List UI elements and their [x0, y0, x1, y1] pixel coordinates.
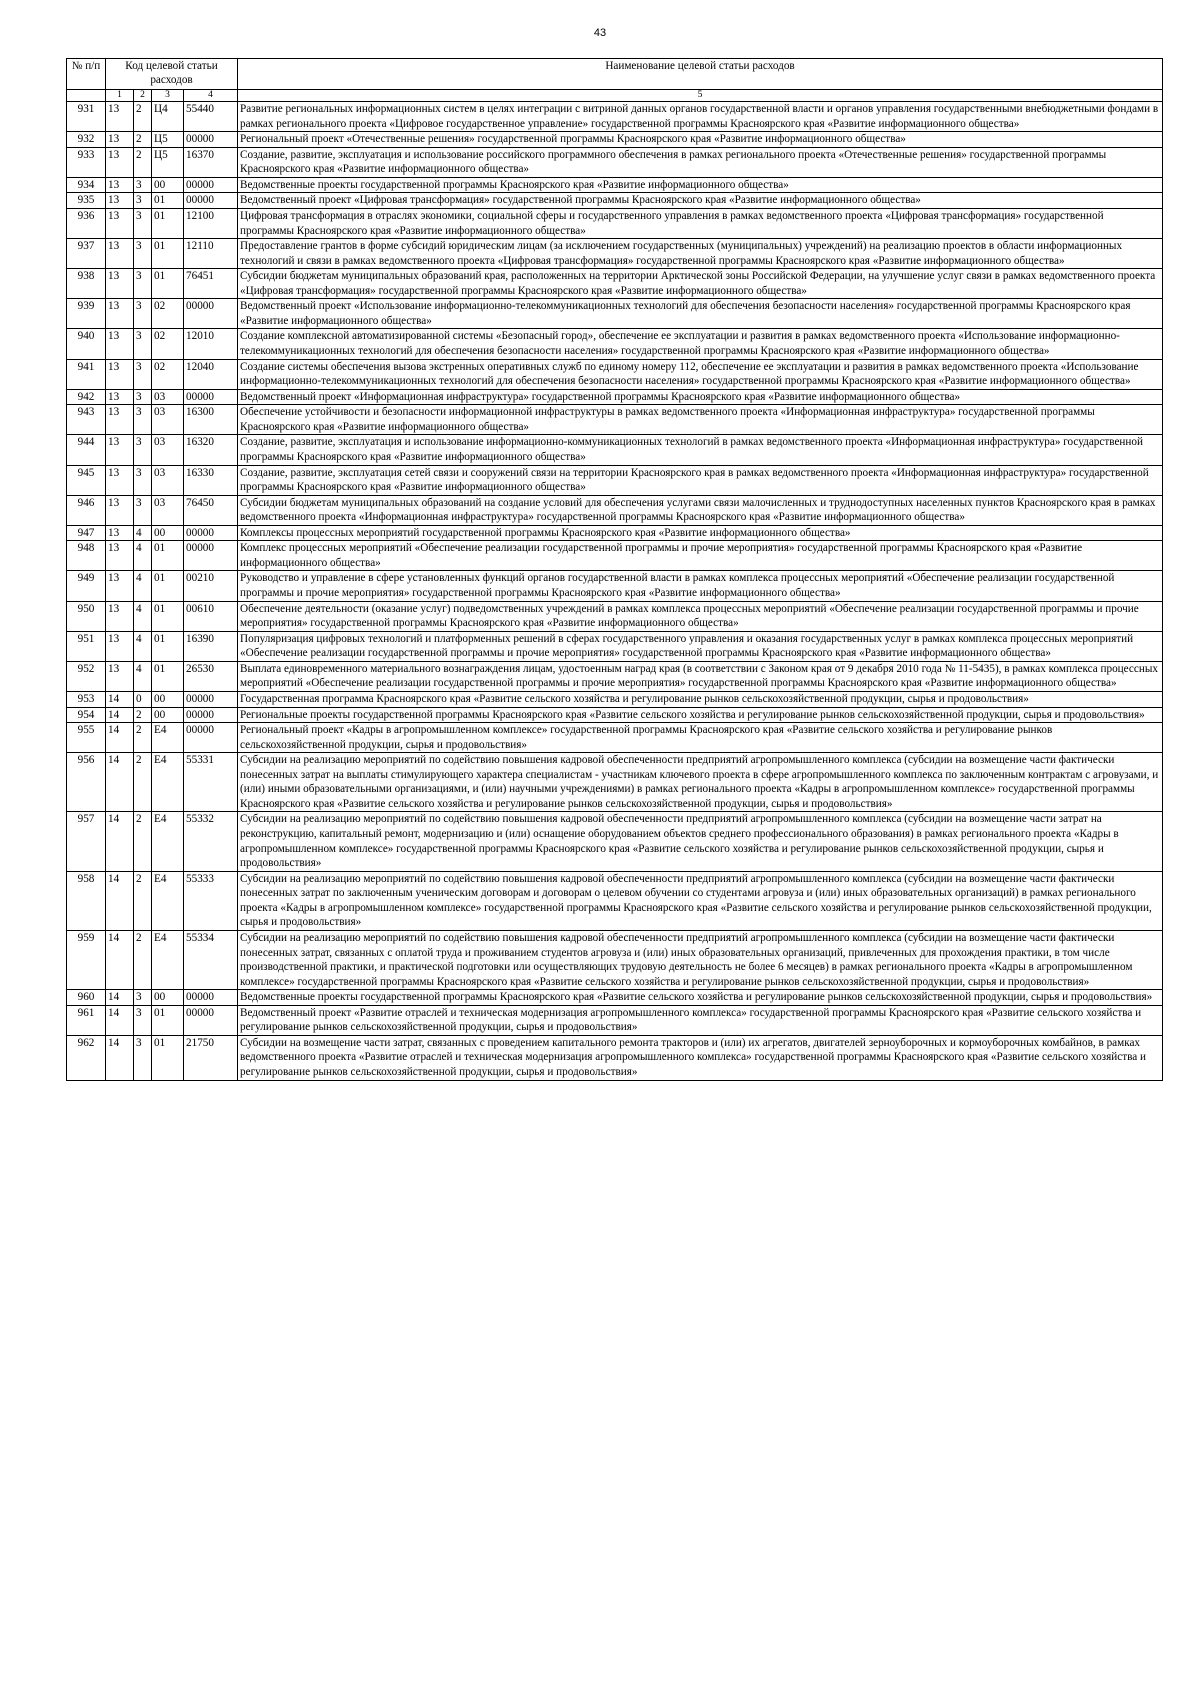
- code-part-3: 01: [152, 661, 184, 691]
- code-part-1: 13: [106, 541, 134, 571]
- code-part-4: 55334: [184, 930, 238, 989]
- row-number: 958: [67, 871, 106, 930]
- code-part-4: 55333: [184, 871, 238, 930]
- row-number: 952: [67, 661, 106, 691]
- table-row: [67, 405, 1163, 435]
- article-name: Выплата единовременного материального вознаграждения лицам, удостоенным наград края (в соответствии с Законом края от 9 декабря 2010 года № 11-5435), в рамках комплекса процессных мероприятий «Обеспечение реализации государственной программы и прочие мероприятия» государственной программы Красноярского края «Развитие информационного общества»: [238, 661, 1163, 691]
- code-part-4: 00000: [184, 389, 238, 405]
- code-part-1: 13: [106, 329, 134, 359]
- row-number: 960: [67, 990, 106, 1006]
- row-number: 932: [67, 132, 106, 148]
- row-number: 935: [67, 193, 106, 209]
- table-row: [67, 753, 1163, 812]
- code-part-4: 00000: [184, 177, 238, 193]
- code-part-3: Е4: [152, 723, 184, 753]
- code-part-2: 3: [134, 329, 152, 359]
- code-part-2: 4: [134, 631, 152, 661]
- code-part-4: 00000: [184, 707, 238, 723]
- row-number: 961: [67, 1005, 106, 1035]
- table-row: [67, 571, 1163, 601]
- table-row: [67, 239, 1163, 269]
- code-part-1: 13: [106, 495, 134, 525]
- code-part-2: 3: [134, 193, 152, 209]
- code-part-3: 01: [152, 571, 184, 601]
- code-part-4: 00000: [184, 525, 238, 541]
- table-row: [67, 871, 1163, 930]
- article-name: Субсидии бюджетам муниципальных образований края, расположенных на территории Арктической зоны Российской Федерации, на улучшение услуг связи в рамках ведомственного проекта «Цифровая трансформация» государственной программы Красноярского края «Развитие информационного общества»: [238, 269, 1163, 299]
- code-part-3: Ц5: [152, 132, 184, 148]
- code-part-3: 01: [152, 631, 184, 661]
- code-part-2: 2: [134, 723, 152, 753]
- code-part-4: 12100: [184, 208, 238, 238]
- row-number: 947: [67, 525, 106, 541]
- table-row: [67, 1005, 1163, 1035]
- code-part-4: 55331: [184, 753, 238, 812]
- code-part-2: 4: [134, 525, 152, 541]
- article-name: Региональный проект «Отечественные решения» государственной программы Красноярского края «Развитие информационного общества»: [238, 132, 1163, 148]
- article-name: Руководство и управление в сфере установленных функций органов государственной власти в рамках комплекса процессных мероприятий «Обеспечение реализации государственной программы и прочие мероприятия» государственной программы Красноярского края «Развитие информационного общества»: [238, 571, 1163, 601]
- code-part-2: 2: [134, 871, 152, 930]
- code-part-2: 2: [134, 753, 152, 812]
- code-part-3: 01: [152, 269, 184, 299]
- article-name: Цифровая трансформация в отраслях экономики, социальной сферы и государственного управления в рамках ведомственного проекта «Цифровая трансформация» государственной программы Красноярского края «Развитие информационного общества»: [238, 208, 1163, 238]
- article-name: Комплексы процессных мероприятий государственной программы Красноярского края «Развитие информационного общества»: [238, 525, 1163, 541]
- row-number: 955: [67, 723, 106, 753]
- table-row: [67, 465, 1163, 495]
- row-number: 933: [67, 147, 106, 177]
- code-part-3: 00: [152, 990, 184, 1006]
- code-part-1: 13: [106, 525, 134, 541]
- code-part-3: Е4: [152, 753, 184, 812]
- row-number: 962: [67, 1035, 106, 1080]
- table-row: [67, 990, 1163, 1006]
- code-part-3: 01: [152, 601, 184, 631]
- code-part-2: 3: [134, 239, 152, 269]
- table-row: [67, 812, 1163, 871]
- code-part-1: 13: [106, 571, 134, 601]
- code-part-3: 02: [152, 299, 184, 329]
- table-row: [67, 132, 1163, 148]
- code-part-2: 4: [134, 571, 152, 601]
- table-row: [67, 631, 1163, 661]
- table-row: [67, 299, 1163, 329]
- code-part-4: 16320: [184, 435, 238, 465]
- article-name: Субсидии на реализацию мероприятий по содействию повышения кадровой обеспеченности предприятий агропромышленного комплекса (субсидии на возмещение части фактически понесенных затрат, связанных с оплатой труда и проживанием студентов агровуза и (или) иных образовательных организаций, привлеченных для прохождения практики, в том числе производственной практики, и практической подготовки или осуществляющих трудовую деятельность не более 6 месяцев) в рамках регионального проекта «Кадры в агропромышленном комплексе» государственной программы Красноярского края «Развитие сельского хозяйства и регулирование рынков сельскохозяйственной продукции, сырья и продовольствия»: [238, 930, 1163, 989]
- article-name: Региональный проект «Кадры в агропромышленном комплексе» государственной программы Красноярского края «Развитие сельского хозяйства и регулирование рынков сельскохозяйственной продукции, сырья и продовольствия»: [238, 723, 1163, 753]
- code-part-4: 00000: [184, 723, 238, 753]
- row-number: 956: [67, 753, 106, 812]
- code-part-1: 14: [106, 723, 134, 753]
- row-number: 954: [67, 707, 106, 723]
- table-row: [67, 707, 1163, 723]
- code-part-3: 02: [152, 359, 184, 389]
- article-name: Создание комплексной автоматизированной системы «Безопасный город», обеспечение ее эксплуатации и развития в рамках ведомственного проекта «Использование информационно-телекоммуникационных технологий для обеспечения безопасности населения» государственной программы Красноярского края «Развитие информационного общества»: [238, 329, 1163, 359]
- table-row: [67, 601, 1163, 631]
- code-part-1: 13: [106, 601, 134, 631]
- code-part-2: 3: [134, 465, 152, 495]
- code-part-1: 13: [106, 239, 134, 269]
- column-number: 5: [238, 90, 1163, 102]
- table-row: [67, 495, 1163, 525]
- row-number: 934: [67, 177, 106, 193]
- article-name: Субсидии на реализацию мероприятий по содействию повышения кадровой обеспеченности предприятий агропромышленного комплекса (субсидии на возмещение части затрат на реконструкцию, капитальный ремонт, модернизацию и (или) оснащение оборудованием объектов среднего профессионального образования) в рамках регионального проекта «Кадры в агропромышленном комплексе» государственной программы Красноярского края «Развитие сельского хозяйства и регулирование рынков сельскохозяйственной продукции, сырья и продовольствия»: [238, 812, 1163, 871]
- article-name: Обеспечение устойчивости и безопасности информационной инфраструктуры в рамках ведомственного проекта «Информационная инфраструктура» государственной программы Красноярского края «Развитие информационного общества»: [238, 405, 1163, 435]
- code-part-1: 13: [106, 465, 134, 495]
- row-number: 943: [67, 405, 106, 435]
- article-name: Создание, развитие, эксплуатация и использование информационно-коммуникационных технологий в рамках ведомственного проекта «Информационная инфраструктура» государственной программы Красноярского края «Развитие информационного общества»: [238, 435, 1163, 465]
- article-name: Субсидии на реализацию мероприятий по содействию повышения кадровой обеспеченности предприятий агропромышленного комплекса (субсидии на возмещение части фактически понесенных затрат на выплаты стимулирующего характера специалистам - участникам ключевого проекта в сфере агропромышленного комплекса по заключенным контрактам с агровузами, и (или) иными образовательными организациями, и (или) научными учреждениями) в рамках регионального проекта «Кадры в агропромышленном комплексе» государственной программы Красноярского края «Развитие сельского хозяйства и регулирование рынков сельскохозяйственной продукции, сырья и продовольствия»: [238, 753, 1163, 812]
- table-row: [67, 525, 1163, 541]
- article-name: Создание, развитие, эксплуатация и использование российского программного обеспечения в рамках регионального проекта «Отечественные решения» государственной программы Красноярского края «Развитие информационного общества»: [238, 147, 1163, 177]
- code-part-2: 3: [134, 299, 152, 329]
- table-row: [67, 329, 1163, 359]
- code-part-3: 01: [152, 239, 184, 269]
- code-part-3: Ц4: [152, 102, 184, 132]
- article-name: Ведомственный проект «Использование информационно-телекоммуникационных технологий для обеспечения безопасности населения» государственной программы Красноярского края «Развитие информационного общества»: [238, 299, 1163, 329]
- row-number: 951: [67, 631, 106, 661]
- table-row: [67, 930, 1163, 989]
- code-part-3: Ц5: [152, 147, 184, 177]
- row-number: 953: [67, 691, 106, 707]
- code-part-3: 03: [152, 495, 184, 525]
- code-part-2: 3: [134, 405, 152, 435]
- code-part-4: 26530: [184, 661, 238, 691]
- row-number: 941: [67, 359, 106, 389]
- row-number: 957: [67, 812, 106, 871]
- table-row: [67, 359, 1163, 389]
- article-name: Ведомственный проект «Цифровая трансформация» государственной программы Красноярского края «Развитие информационного общества»: [238, 193, 1163, 209]
- header-name: Наименование целевой статьи расходов: [238, 59, 1163, 90]
- code-part-2: 0: [134, 691, 152, 707]
- code-part-2: 2: [134, 812, 152, 871]
- article-name: Ведомственные проекты государственной программы Красноярского края «Развитие сельского хозяйства и регулирование рынков сельскохозяйственной продукции, сырья и продовольствия»: [238, 990, 1163, 1006]
- code-part-4: 16300: [184, 405, 238, 435]
- table-header: [67, 59, 1163, 102]
- target-articles-table: [66, 58, 1163, 1081]
- code-part-4: 00000: [184, 1005, 238, 1035]
- article-name: Субсидии бюджетам муниципальных образований на создание условий для обеспечения услугами связи малочисленных и труднодоступных населенных пунктов Красноярского края в рамках ведомственного проекта «Информационная инфраструктура» государственной программы Красноярского края «Развитие информационного общества»: [238, 495, 1163, 525]
- code-part-1: 14: [106, 753, 134, 812]
- article-name: Развитие региональных информационных систем в целях интеграции с витриной данных органов государственной власти и органов управления государственными внебюджетными фондами в рамках регионального проекта «Цифровое государственное управление» государственной программы Красноярского края «Развитие информационного общества»: [238, 102, 1163, 132]
- code-part-1: 14: [106, 707, 134, 723]
- table-row: [67, 208, 1163, 238]
- article-name: Предоставление грантов в форме субсидий юридическим лицам (за исключением государственных (муниципальных) учреждений) на реализацию проектов в области информационных технологий и связи в рамках ведомственного проекта «Цифровая трансформация» государственной программы Красноярского края «Развитие информационного общества»: [238, 239, 1163, 269]
- page-number: 43: [593, 27, 607, 39]
- code-part-1: 13: [106, 208, 134, 238]
- code-part-4: 00000: [184, 132, 238, 148]
- code-part-2: 3: [134, 389, 152, 405]
- code-part-1: 13: [106, 435, 134, 465]
- column-number: 1: [106, 90, 134, 102]
- code-part-3: 00: [152, 177, 184, 193]
- article-name: Ведомственный проект «Информационная инфраструктура» государственной программы Красноярского края «Развитие информационного общества»: [238, 389, 1163, 405]
- code-part-2: 4: [134, 541, 152, 571]
- code-part-1: 13: [106, 177, 134, 193]
- code-part-3: 00: [152, 691, 184, 707]
- code-part-4: 55440: [184, 102, 238, 132]
- article-name: Ведомственный проект «Развитие отраслей и техническая модернизация агропромышленного комплекса» государственной программы Красноярского края «Развитие сельского хозяйства и регулирование рынков сельскохозяйственной продукции, сырья и продовольствия»: [238, 1005, 1163, 1035]
- code-part-4: 16370: [184, 147, 238, 177]
- code-part-4: 16390: [184, 631, 238, 661]
- table-row: [67, 177, 1163, 193]
- table-row: [67, 102, 1163, 132]
- code-part-2: 2: [134, 707, 152, 723]
- code-part-4: 55332: [184, 812, 238, 871]
- column-number: 4: [184, 90, 238, 102]
- code-part-4: 00000: [184, 193, 238, 209]
- code-part-4: 00000: [184, 691, 238, 707]
- row-number: 937: [67, 239, 106, 269]
- code-part-3: 03: [152, 389, 184, 405]
- row-number: 948: [67, 541, 106, 571]
- code-part-1: 14: [106, 930, 134, 989]
- table-row: [67, 269, 1163, 299]
- table-row: [67, 389, 1163, 405]
- column-number: 3: [152, 90, 184, 102]
- code-part-1: 13: [106, 661, 134, 691]
- code-part-2: 4: [134, 661, 152, 691]
- code-part-1: 14: [106, 812, 134, 871]
- code-part-4: 12040: [184, 359, 238, 389]
- code-part-4: 00210: [184, 571, 238, 601]
- code-part-1: 13: [106, 405, 134, 435]
- article-name: Создание, развитие, эксплуатация сетей связи и сооружений связи на территории Красноярского края в рамках ведомственного проекта «Информационная инфраструктура» государственной программы Красноярского края «Развитие информационного общества»: [238, 465, 1163, 495]
- code-part-2: 2: [134, 102, 152, 132]
- article-name: Обеспечение деятельности (оказание услуг) подведомственных учреждений в рамках комплекса процессных мероприятий «Обеспечение реализации государственной программы и прочие мероприятия» государственной программы Красноярского края «Развитие информационного общества»: [238, 601, 1163, 631]
- row-number: 944: [67, 435, 106, 465]
- code-part-1: 14: [106, 1005, 134, 1035]
- code-part-2: 3: [134, 359, 152, 389]
- code-part-2: 3: [134, 1005, 152, 1035]
- code-part-2: 3: [134, 1035, 152, 1080]
- table-row: [67, 541, 1163, 571]
- row-number: 936: [67, 208, 106, 238]
- table-row: [67, 723, 1163, 753]
- code-part-2: 3: [134, 269, 152, 299]
- code-part-4: 12010: [184, 329, 238, 359]
- code-part-4: 12110: [184, 239, 238, 269]
- row-number: 950: [67, 601, 106, 631]
- article-name: Государственная программа Красноярского края «Развитие сельского хозяйства и регулирование рынков сельскохозяйственной продукции, сырья и продовольствия»: [238, 691, 1163, 707]
- code-part-1: 13: [106, 389, 134, 405]
- header-code: Код целевой статьи расходов: [106, 59, 238, 90]
- code-part-1: 13: [106, 299, 134, 329]
- code-part-4: 00610: [184, 601, 238, 631]
- code-part-3: 01: [152, 541, 184, 571]
- table-row: [67, 1035, 1163, 1080]
- code-part-3: 03: [152, 405, 184, 435]
- row-number: 949: [67, 571, 106, 601]
- code-part-4: 16330: [184, 465, 238, 495]
- code-part-2: 3: [134, 435, 152, 465]
- article-name: Региональные проекты государственной программы Красноярского края «Развитие сельского хозяйства и регулирование рынков сельскохозяйственной продукции, сырья и продовольствия»: [238, 707, 1163, 723]
- row-number: 942: [67, 389, 106, 405]
- article-name: Субсидии на возмещение части затрат, связанных с проведением капитального ремонта тракторов и (или) их агрегатов, двигателей зерноуборочных и кормоуборочных комбайнов, в рамках ведомственного проекта «Развитие отраслей и техническая модернизация агропромышленного комплекса» государственной программы Красноярского края «Развитие сельского хозяйства и регулирование рынков сельскохозяйственной продукции, сырья и продовольствия»: [238, 1035, 1163, 1080]
- table-row: [67, 661, 1163, 691]
- code-part-2: 2: [134, 132, 152, 148]
- code-part-3: Е4: [152, 812, 184, 871]
- row-number: 939: [67, 299, 106, 329]
- table-row: [67, 193, 1163, 209]
- code-part-4: 76451: [184, 269, 238, 299]
- code-part-4: 00000: [184, 990, 238, 1006]
- code-part-4: 76450: [184, 495, 238, 525]
- code-part-1: 13: [106, 631, 134, 661]
- code-part-3: Е4: [152, 930, 184, 989]
- code-part-3: 01: [152, 193, 184, 209]
- column-numbers-row: [67, 90, 1163, 102]
- code-part-3: 01: [152, 1005, 184, 1035]
- article-name: Субсидии на реализацию мероприятий по содействию повышения кадровой обеспеченности предприятий агропромышленного комплекса (субсидии на возмещение части фактически понесенных затрат по заключенным ученическим договорам и договорам о целевом обучении со студентами агровуза и (или) иных образовательных организаций) в рамках регионального проекта «Кадры в агропромышленном комплексе» государственной программы Красноярского края «Развитие сельского хозяйства и регулирование рынков сельскохозяйственной продукции, сырья и продовольствия»: [238, 871, 1163, 930]
- code-part-1: 14: [106, 871, 134, 930]
- row-number: 945: [67, 465, 106, 495]
- code-part-4: 21750: [184, 1035, 238, 1080]
- code-part-1: 14: [106, 990, 134, 1006]
- article-name: Популяризация цифровых технологий и платформенных решений в сферах государственного управления и оказания государственных услуг в рамках комплекса процессных мероприятий «Обеспечение реализации государственной программы и прочие мероприятия» государственной программы Красноярского края «Развитие информационного общества»: [238, 631, 1163, 661]
- code-part-2: 3: [134, 990, 152, 1006]
- code-part-3: 00: [152, 707, 184, 723]
- table-body: [67, 102, 1163, 1081]
- row-number: 940: [67, 329, 106, 359]
- table-row: [67, 147, 1163, 177]
- code-part-3: 02: [152, 329, 184, 359]
- code-part-1: 13: [106, 269, 134, 299]
- table-row: [67, 691, 1163, 707]
- row-number: 959: [67, 930, 106, 989]
- code-part-1: 13: [106, 132, 134, 148]
- code-part-2: 4: [134, 601, 152, 631]
- code-part-3: Е4: [152, 871, 184, 930]
- code-part-2: 3: [134, 177, 152, 193]
- article-name: Создание системы обеспечения вызова экстренных оперативных служб по единому номеру 112, обеспечение ее эксплуатации и развития в рамках ведомственного проекта «Использование информационно-телекоммуникационных технологий для обеспечения безопасности населения» государственной программы Красноярского края «Развитие информационного общества»: [238, 359, 1163, 389]
- code-part-4: 00000: [184, 541, 238, 571]
- code-part-3: 03: [152, 465, 184, 495]
- code-part-2: 3: [134, 208, 152, 238]
- table-row: [67, 435, 1163, 465]
- code-part-1: 13: [106, 359, 134, 389]
- row-number: 938: [67, 269, 106, 299]
- code-part-4: 00000: [184, 299, 238, 329]
- row-number: 946: [67, 495, 106, 525]
- code-part-3: 01: [152, 208, 184, 238]
- code-part-2: 2: [134, 930, 152, 989]
- column-number-blank: [67, 90, 106, 102]
- code-part-1: 14: [106, 1035, 134, 1080]
- code-part-1: 13: [106, 193, 134, 209]
- column-number: 2: [134, 90, 152, 102]
- header-num: № п/п: [67, 59, 106, 90]
- row-number: 931: [67, 102, 106, 132]
- code-part-2: 3: [134, 495, 152, 525]
- code-part-3: 03: [152, 435, 184, 465]
- code-part-1: 13: [106, 147, 134, 177]
- code-part-3: 01: [152, 1035, 184, 1080]
- code-part-2: 2: [134, 147, 152, 177]
- article-name: Комплекс процессных мероприятий «Обеспечение реализации государственной программы и прочие мероприятия» государственной программы Красноярского края «Развитие информационного общества»: [238, 541, 1163, 571]
- code-part-3: 00: [152, 525, 184, 541]
- article-name: Ведомственные проекты государственной программы Красноярского края «Развитие информационного общества»: [238, 177, 1163, 193]
- code-part-1: 14: [106, 691, 134, 707]
- code-part-1: 13: [106, 102, 134, 132]
